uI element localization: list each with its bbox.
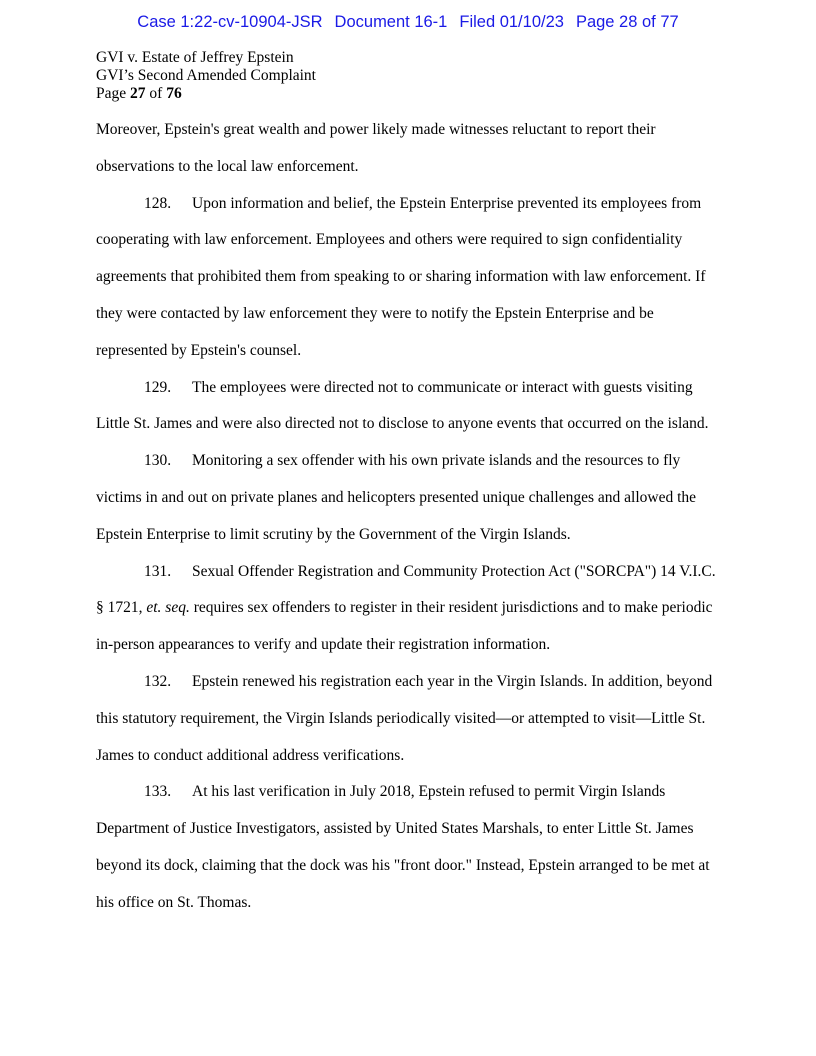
paragraph-text-continued: requires sex offenders to register in their resident jurisdictions and to make periodic in-person appearances to verify and update their registration information. (96, 599, 713, 654)
paragraph-text: Upon information and belief, the Epstein Enterprise prevented its employees from cooperating with law enforcement. Employees and others were required to sign confidentiality agreements that prohibited them from speaking to or sharing information with law enforcement. If they were contacted by law enforcement they were to notify the Epstein Enterprise and be represented by Epstein's counsel. (96, 194, 706, 359)
paragraph-text: Sexual Offender Registration and Community Protection Act ("SORCPA") 14 V.I.C. § 1721, (96, 562, 716, 617)
ecf-page-number: Page 28 of 77 (575, 13, 679, 31)
paragraph-number: 129. (144, 378, 172, 396)
paragraph-number: 130. (144, 452, 172, 470)
caption-page-total: 76 (166, 85, 182, 102)
ecf-filing-header (0, 13, 816, 32)
paragraph-text: At his last verification in July 2018, Epstein refused to permit Virgin Islands Department of Justice Investigators, assisted by United States Marshals, to enter Little St. James beyond its dock, claiming that the dock was his "front door." Instead, Epstein arranged to be met at his office on St. Thomas. (96, 783, 710, 911)
paragraph-number: 133. (144, 783, 172, 801)
paragraph-italic-citation: et. seq. (146, 599, 190, 617)
caption-of-word: of (149, 85, 163, 102)
case-number: Case 1:22-cv-10904-JSR (137, 13, 323, 31)
paragraph-128 (96, 186, 722, 370)
paragraph-130 (96, 443, 722, 553)
paragraph-text: Monitoring a sex offender with his own private islands and the resources to fly victims in and out on private planes and helicopters presented unique challenges and allowed the Epstein Enterprise to limit scrutiny by the Government of the Virgin Islands. (96, 452, 697, 543)
caption-page-word: Page (96, 85, 127, 102)
caption-case-title: GVI v. Estate of Jeffrey Epstein (96, 49, 294, 66)
paragraph-132 (96, 664, 722, 774)
document-body (96, 112, 722, 922)
paragraph-number: 128. (144, 194, 172, 212)
paragraph-text: The employees were directed not to communicate or interact with guests visiting Little St. James and were also directed not to disclose to anyone events that occurred on the island. (96, 378, 709, 433)
paragraph-133 (96, 774, 722, 921)
document-number: Document 16-1 (334, 13, 448, 31)
paragraph-129 (96, 370, 722, 444)
paragraph-131 (96, 554, 722, 664)
caption-document-title: GVI’s Second Amended Complaint (96, 67, 316, 84)
paragraph-text: Epstein renewed his registration each year in the Virgin Islands. In addition, beyond this statutory requirement, the Virgin Islands periodically visited—or attempted to visit—Little St. James to conduct additional address verifications. (96, 672, 713, 764)
caption-page-line (96, 85, 316, 103)
document-caption (96, 49, 316, 103)
paragraph-number: 132. (144, 672, 172, 690)
caption-page-num: 27 (130, 85, 146, 102)
continued-paragraph: Moreover, Epstein's great wealth and power likely made witnesses reluctant to report their observations to the local law enforcement. (96, 121, 656, 175)
filed-date: Filed 01/10/23 (459, 13, 564, 31)
paragraph-number: 131. (144, 562, 172, 580)
